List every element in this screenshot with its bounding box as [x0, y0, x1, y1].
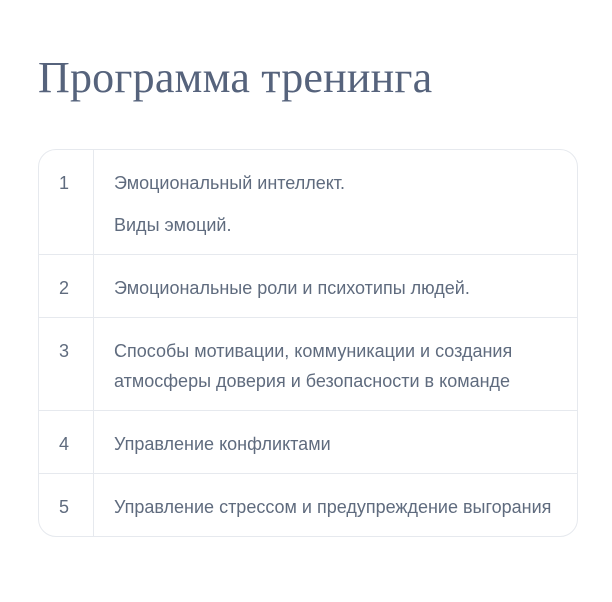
row-number: 2: [39, 255, 94, 317]
row-text-line: Управление конфликтами: [114, 434, 331, 454]
row-text-line: Управление стрессом и предупреждение выгорания: [114, 497, 552, 517]
page-title: Программа тренинга: [38, 53, 433, 102]
program-row: [39, 410, 577, 473]
row-text: [94, 255, 577, 317]
row-number: 4: [39, 411, 94, 473]
program-row: [39, 150, 577, 254]
row-text-line: Эмоциональный интеллект.: [114, 173, 346, 193]
row-text: [94, 411, 577, 473]
program-row: [39, 473, 577, 536]
row-number: 1: [39, 150, 94, 254]
row-text: [94, 318, 577, 410]
row-number: 5: [39, 474, 94, 536]
row-text-line: Способы мотивации, коммуникации и создания атмосферы доверия и безопасности в команде: [114, 341, 513, 391]
row-text: [94, 474, 577, 536]
program-row: [39, 254, 577, 317]
program-table: [38, 149, 578, 537]
program-row: [39, 317, 577, 410]
row-number: 3: [39, 318, 94, 410]
row-text-line: Эмоциональные роли и психотипы людей.: [114, 278, 470, 298]
row-text: [94, 150, 577, 254]
row-text-line: Виды эмоций.: [114, 215, 232, 235]
